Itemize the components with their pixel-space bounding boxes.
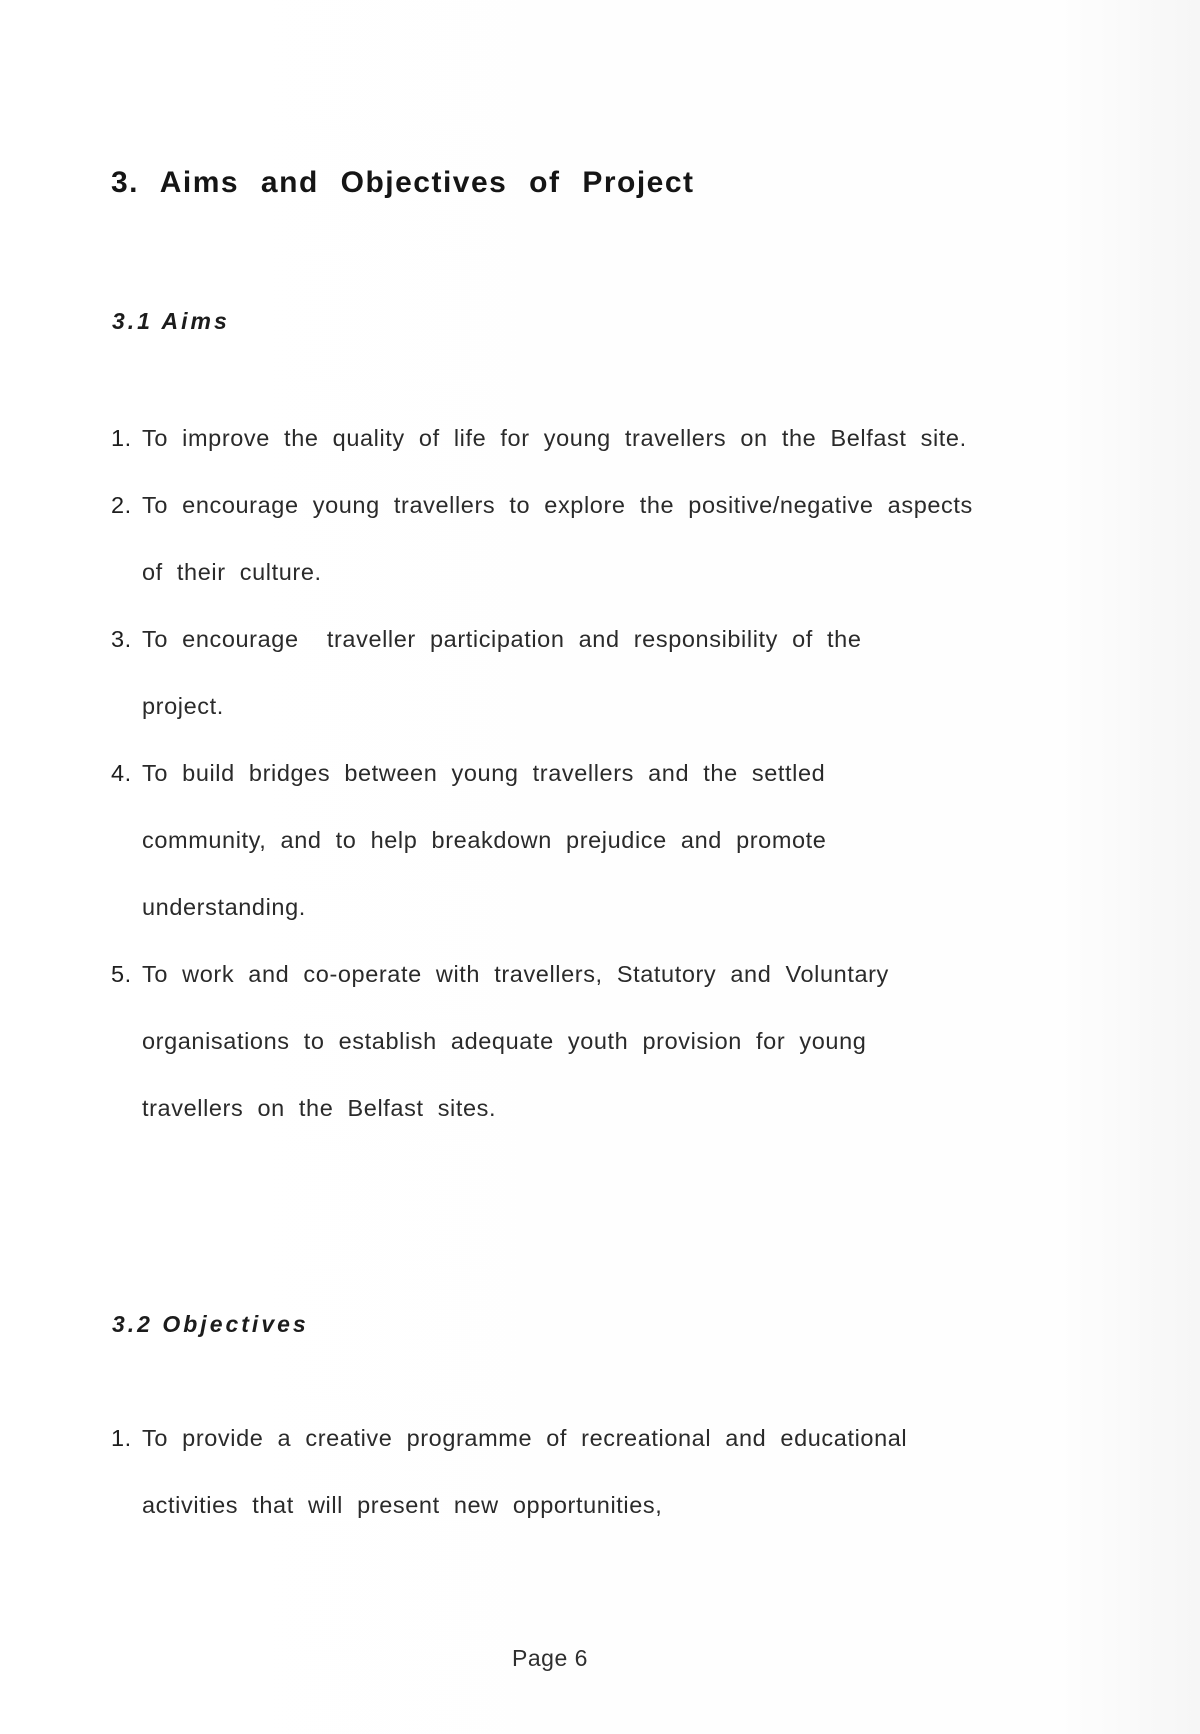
aim-item-text: To encourage young travellers to explore the positive/negative aspects of their culture. (142, 492, 973, 585)
aim-item (111, 405, 991, 472)
aim-item-number: 3. (111, 626, 132, 652)
aim-item-number: 4. (111, 760, 132, 786)
aim-item (111, 472, 991, 606)
aim-item-text: To work and co-operate with travellers, Statutory and Voluntary organisations to establish adequate youth provision for young travellers on the Belfast sites. (142, 961, 889, 1121)
aim-item-number: 5. (111, 961, 132, 987)
aim-item (111, 941, 991, 1142)
page-number: Page 6 (512, 1645, 588, 1671)
objectives-list (111, 1405, 991, 1539)
objective-item (111, 1405, 991, 1539)
aim-item-number: 1. (111, 425, 132, 451)
aim-item-number: 2. (111, 492, 132, 518)
aim-item (111, 740, 991, 941)
objectives-heading: 3.2 Objectives (112, 1311, 309, 1337)
aims-heading: 3.1 Aims (112, 308, 230, 334)
aim-item-text: To improve the quality of life for young travellers on the Belfast site. (142, 425, 967, 451)
aim-item-text: To encourage traveller participation and responsibility of the project. (142, 626, 876, 719)
aim-item-text: To build bridges between young travellers and the settled community, and to help breakdown prejudice and promote understanding. (142, 760, 827, 920)
objective-item-text: To provide a creative programme of recreational and educational activities that will present new opportunities, (142, 1425, 908, 1518)
section-title: 3. Aims and Objectives of Project (111, 166, 695, 199)
aim-item (111, 606, 991, 740)
objective-item-number: 1. (111, 1425, 132, 1451)
aims-list (111, 405, 991, 1142)
